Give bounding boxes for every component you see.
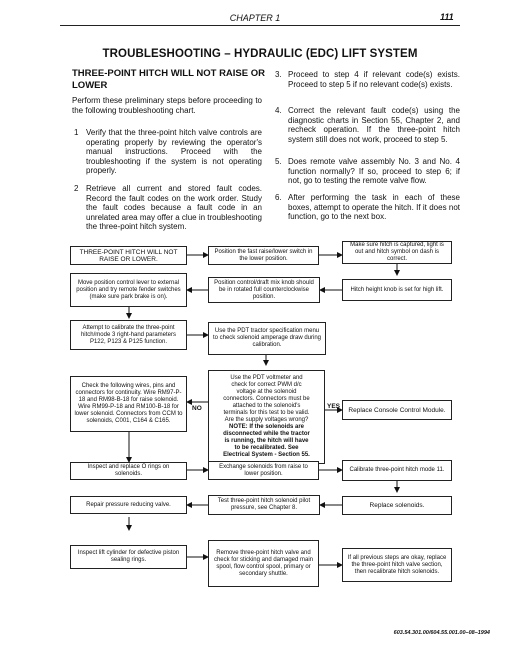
flow-box-text: Position the fast raise/lower switch in the lower position. (214, 248, 313, 262)
flow-box-text: THREE-POINT HITCH WILL NOT RAISE OR LOWER. (79, 248, 178, 263)
step-text: Retrieve all current and stored fault codes. Record the fault codes on the work order. Study the fault codes because a fault code in an unrelated area may offer a clue in troubleshooting the three-point hitch system. (86, 184, 262, 231)
flow-box-text: Check the following wires, pins and connectors for continuity. Wire RM97-P-18 and RM98-B-18 for raise solenoid. Wire RM99-P-18 and RM100-B-18 for lower solenoid. Connectors from CCM to solenoids, C001, C164 & C165. (74, 383, 183, 424)
flow-box-text: Position control/draft mix knob should be in rotated full counterclockwise position. (214, 279, 314, 300)
step-text: Proceed to step 4 if relevant code(s) exists. Proceed to step 5 if no relevant code(s) exists. (288, 70, 460, 89)
flow-box-remove-valve (208, 540, 319, 587)
flow-box-exchange (208, 461, 319, 480)
flow-box-check-wires (70, 376, 187, 432)
flow-box-text: attached to the solenoid's (232, 403, 301, 409)
flow-box-text: Make sure hitch is captured, light is out and hitch symbol on dash is correct. (350, 242, 444, 262)
step-number: 6. (275, 193, 282, 202)
flow-box-lift-cylinder (70, 545, 187, 569)
flow-box-text: Hitch height knob is set for high lift. (350, 286, 444, 293)
flow-box-text: Replace Console Control Module. (348, 406, 446, 414)
flow-box-text: Replace solenoids. (369, 502, 425, 509)
flow-box-repair-valve (70, 496, 187, 514)
flow-box-replace-solenoids (342, 496, 452, 515)
flow-box-height-knob (342, 279, 452, 301)
flow-box-fast-raise (208, 246, 319, 265)
flow-box-text: Inspect and replace O rings on solenoids. (87, 464, 170, 477)
flow-box-move-lever (70, 273, 187, 307)
flow-box-all-okay (342, 548, 452, 582)
flow-box-text: Attempt to calibrate the three-point hitch/mode 3 right-hand parameters P122, P123 & P125 function. (80, 324, 177, 345)
step-text: Verify that the three-point hitch valve controls are operating properly by reviewing the operator's manual instructions. Proceed with the troubleshooting if the system is not operating properly. (86, 128, 262, 175)
step-number: 1 (74, 128, 79, 137)
flow-box-text: If all previous steps are okay, replace the three-point hitch valve section, then recalibrate hitch solenoids. (347, 554, 447, 575)
branch-label-no: NO (192, 405, 202, 412)
page-number: 111 (440, 12, 454, 22)
flow-box-text: Use the PDT voltmeter and (230, 375, 303, 381)
flow-box-text: connectors. Connectors must be (223, 396, 310, 402)
flow-box-text: Use the PDT tractor specification menu to check solenoid amperage draw during calibration. (212, 328, 322, 348)
step-number: 2 (74, 184, 79, 193)
chapter-label: CHAPTER 1 (229, 13, 281, 23)
flow-box-text: voltage at the solenoid (236, 389, 297, 395)
flow-box-text: check for correct PWM d/c (231, 382, 302, 388)
step-number: 3. (275, 70, 282, 79)
flow-box-text: Test three-point hitch solenoid pilot pressure, see Chapter 8. (217, 498, 311, 511)
flow-box-note: disconnected while the tractor (223, 431, 310, 437)
intro-paragraph: Perform these preliminary steps before proceeding to the following troubleshooting chart. (72, 96, 262, 115)
flow-box-mix-knob (208, 277, 320, 303)
step-text: After performing the task in each of these boxes, attempt to operate the hitch. If it does not function, go to the next box. (288, 193, 460, 221)
flow-box-text: Are the supply voltages wrong? (224, 417, 309, 423)
flow-box-calibrate-mode (342, 460, 452, 481)
flow-box-text: Repair pressure reducing valve. (86, 501, 171, 508)
step-text: Does remote valve assembly No. 3 and No. 4 function normally? If so, proceed to step 6; if not, go to testing the remote valve flow. (288, 157, 460, 185)
flow-box-pdt-tractor (208, 322, 326, 355)
flow-box-text: Move position control lever to external position and try remote fender switches (make sure park brake is on). (76, 279, 181, 300)
flow-box-captured (342, 241, 452, 264)
flow-box-pilot-test (208, 495, 320, 515)
footer-code: 603.54.301.00/604.55.001.00–08–1994 (393, 630, 490, 636)
flow-box-text: Remove three-point hitch valve and check for sticking and damaged main spool, flow control spool, primary or secondary shuttle. (213, 549, 314, 577)
step-number: 5. (275, 157, 282, 166)
step-text: Correct the relevant fault code(s) using the diagnostic charts in Section 55, Chapter 2, and recheck operation. If the three-point hitch system still does not work, proceed to step 5. (288, 106, 460, 144)
flow-box-note: is running, the hitch will have (224, 438, 309, 444)
flow-box-text: Inspect lift cylinder for defective piston sealing rings. (77, 550, 180, 563)
flow-box-note: NOTE: If the solenoids are (228, 424, 304, 430)
page-title: TROUBLESHOOTING – HYDRAULIC (EDC) LIFT SYSTEM (102, 48, 418, 60)
flow-box-replace-ccm (342, 400, 452, 420)
flow-box-text: Exchange solenoids from raise to lower position. (219, 463, 308, 477)
step-number: 4. (275, 106, 282, 115)
flow-box-text: terminals for this test to be valid. (223, 410, 310, 416)
flow-box-calibrate (70, 320, 187, 350)
section-heading: THREE-POINT HITCH WILL NOT RAISE OR LOWER (72, 68, 265, 91)
flow-box-text: Calibrate three-point hitch mode 11. (349, 467, 445, 473)
flow-box-o-rings (70, 462, 187, 480)
branch-label-yes: YES (327, 403, 341, 410)
flow-box-note: to be recalibrated. See (234, 445, 299, 451)
flow-box-note: Electrical System - Section 55. (223, 452, 310, 458)
flow-box-pdt-voltmeter (208, 370, 325, 464)
flow-box-start (70, 246, 187, 265)
